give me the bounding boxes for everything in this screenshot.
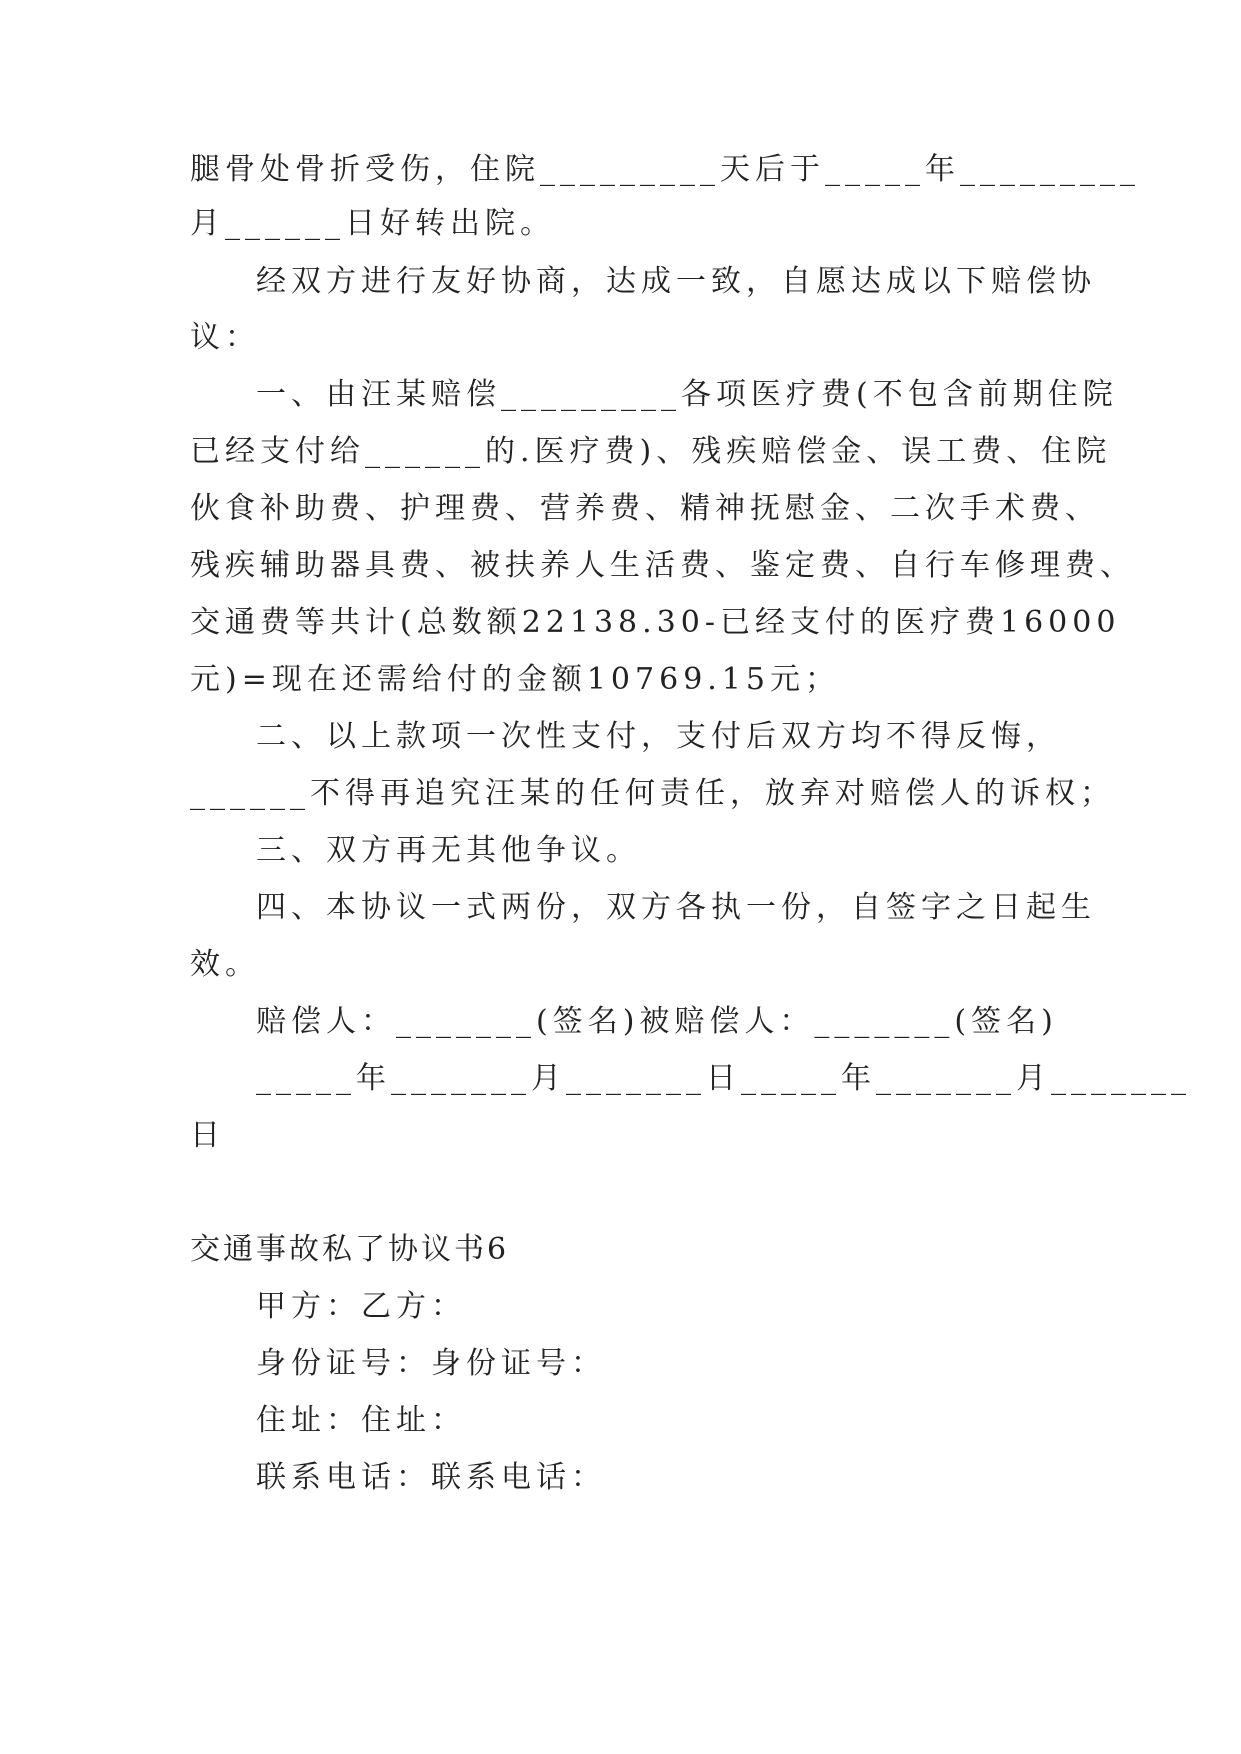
text-line: 效。 [190,947,260,982]
text-line: 二、以上款项一次性支付，支付后双方均不得反悔， [256,719,1061,754]
text-line: 月______日好转出院。 [190,206,555,241]
text-line: ______不得再追究汪某的任何责任，放弃对赔偿人的诉权； [190,776,1115,811]
text-line: 伙食补助费、护理费、营养费、精神抚慰金、二次手术费、 [190,491,1100,526]
text-line: 经双方进行友好协商，达成一致，自愿达成以下赔偿协 [256,264,1096,299]
text-line: 四、本协议一式两份，双方各执一份，自签字之日起生 [256,890,1096,925]
text-line: 腿骨处骨折受伤，住院_________天后于_____年_________ [190,152,1140,187]
phone-field-line: 联系电话：联系电话： [256,1460,606,1495]
id-number-field-line: 身份证号：身份证号： [256,1346,606,1381]
text-line: 交通费等共计(总数额22138.30-已经支付的医疗费16000 [190,605,1121,640]
party-field-line: 甲方：乙方： [256,1289,466,1324]
address-field-line: 住址：住址： [256,1403,466,1438]
text-line: 议： [190,320,260,355]
text-line: 一、由汪某赔偿_________各项医疗费(不包含前期住院 [256,377,1118,412]
text-line: 残疾辅助器具费、被扶养人生活费、鉴定费、自行车修理费、 [190,548,1135,583]
text-line: 已经支付给______的.医疗费)、残疾赔偿金、误工费、住院 [190,434,1112,469]
signature-line: 赔偿人：_______(签名)被赔偿人：_______(签名) [256,1004,1058,1039]
text-line: 元)=现在还需给付的金额10769.15元； [190,662,840,697]
section-title: 交通事故私了协议书6 [190,1232,510,1267]
text-line: 三、双方再无其他争议。 [256,833,641,868]
text-line: 日 [190,1118,225,1153]
date-line: _____年_______月_______日_____年_______月_______ [256,1061,1191,1096]
